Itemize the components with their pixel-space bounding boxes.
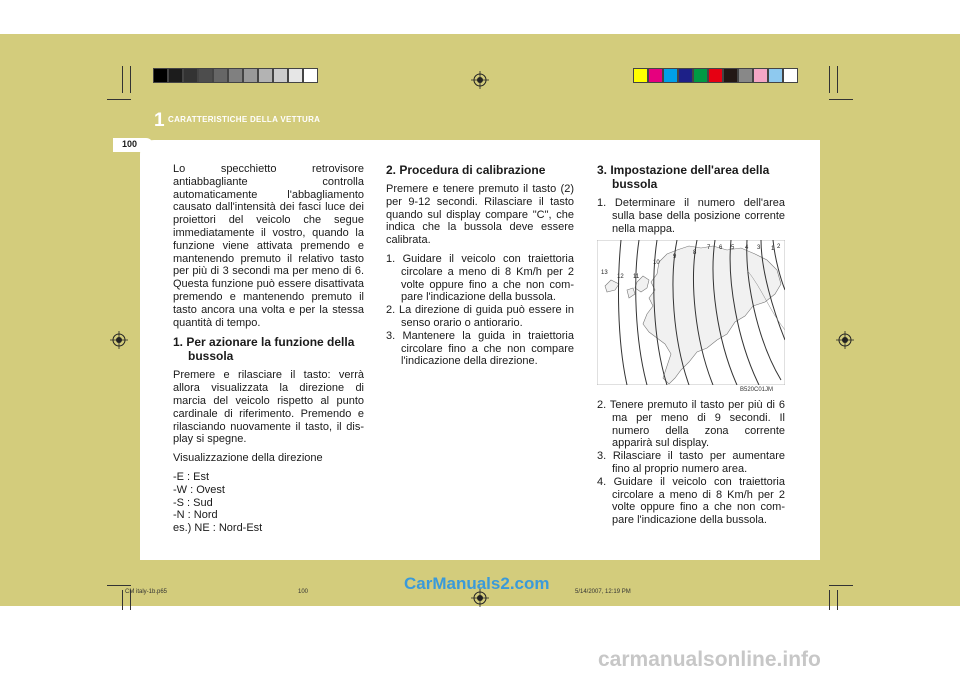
color-swatch xyxy=(153,68,168,83)
direction-item: -S : Sud xyxy=(173,496,213,509)
page-top-margin xyxy=(0,0,960,34)
crop-mark xyxy=(107,585,131,586)
crop-mark xyxy=(837,66,838,93)
color-swatch xyxy=(213,68,228,83)
body-paragraph: Premere e tenere premuto il tasto (2) per 9-12 secondi. Rilasciare il tasto quando sul display compare "C", che indica che la bussola deve essere calibrata. xyxy=(386,183,574,247)
zone-label: 12 xyxy=(617,274,624,280)
section-heading: 1. Per azionare la funzione della bussola xyxy=(173,335,355,364)
color-swatch xyxy=(708,68,723,83)
step-list xyxy=(597,197,785,235)
page-number: 100 xyxy=(122,139,138,149)
crop-mark xyxy=(107,99,131,100)
zone-label: 8 xyxy=(693,250,697,256)
color-swatch xyxy=(258,68,273,83)
watermark-text: carmanualsonline.info xyxy=(598,648,821,671)
color-swatch xyxy=(303,68,318,83)
zone-label: 9 xyxy=(673,254,677,260)
crop-mark xyxy=(122,590,123,610)
text-column-3 xyxy=(597,163,785,241)
color-swatch xyxy=(738,68,753,83)
chapter-number: 1 xyxy=(154,110,165,131)
watermark-link[interactable]: CarManuals2.com xyxy=(404,574,550,593)
color-swatch xyxy=(273,68,288,83)
color-swatch xyxy=(183,68,198,83)
crop-mark xyxy=(829,99,853,100)
direction-item: es.) NE : Nord-Est xyxy=(173,522,263,535)
body-paragraph: Premere e rilasciare il tasto: verrà allora visualizzata la direzione di marcia del veicolo rispetto al punto cardinale di riferimento. Premendo e rilasciando nuovamente il tasto, il dis-play si spegne. xyxy=(173,369,364,446)
zone-label: 6 xyxy=(719,245,723,251)
process-color-bar xyxy=(633,68,798,83)
compass-zone-map xyxy=(597,240,785,385)
color-swatch xyxy=(633,68,648,83)
color-swatch xyxy=(198,68,213,83)
registration-mark-icon xyxy=(110,331,128,349)
color-swatch xyxy=(678,68,693,83)
direction-item: -W : Ovest xyxy=(173,483,225,496)
intro-paragraph: Lo specchietto retrovisore antiabbagliante controlla automaticamente l'abbagliamento causato dall'intensità dei fasci luce dei proiettori del veicolo che segue immediatamente il vostro, quando la funzione viene attivata premendo e mantenendo premuto il relativo tasto per più di 3 secondi ma per meno di 6. Questa funzione può essere disattivata premendo e mantenendo premuto il tasto ancora una volta e per la stessa quantità di tempo. xyxy=(173,163,364,329)
display-label: Visualizzazione della direzione xyxy=(173,452,323,465)
color-swatch xyxy=(783,68,798,83)
footer-page-number: 100 xyxy=(298,589,309,595)
zone-label: 7 xyxy=(707,245,711,251)
map-caption: B520C01JM xyxy=(740,387,774,393)
direction-list xyxy=(173,471,364,535)
step-item: 3. Rilasciare il tasto per aumentare fino al proprio numero area. xyxy=(597,450,785,475)
text-column-2 xyxy=(386,163,574,374)
color-swatch xyxy=(648,68,663,83)
section-heading: 2. Procedura di calibrazione xyxy=(386,163,546,177)
step-list xyxy=(386,253,574,368)
color-swatch xyxy=(228,68,243,83)
step-item: 1. Guidare il veicolo con traiettoria circolare a meno di 8 Km/h per 2 volte oppure fino a che non com-pare l'indicazione della bussola. xyxy=(386,252,574,304)
zone-label: 2 xyxy=(777,244,781,250)
crop-mark xyxy=(122,66,123,93)
crop-mark xyxy=(837,590,838,610)
section-heading: 3. Impostazione dell'area della bussola xyxy=(597,163,770,191)
text-column-3-continued xyxy=(597,399,785,527)
color-swatch xyxy=(723,68,738,83)
crop-mark xyxy=(829,590,830,610)
direction-item: -N : Nord xyxy=(173,509,218,522)
registration-mark-icon xyxy=(471,71,489,89)
zone-label: 13 xyxy=(601,270,608,276)
color-swatch xyxy=(168,68,183,83)
step-item: 3. Mantenere la guida in traiettoria circolare fino a che non compare l'indicazione della direzione. xyxy=(386,329,574,368)
zone-label: 5 xyxy=(731,245,735,251)
chapter-title: CARATTERISTICHE DELLA VETTURA xyxy=(168,115,321,124)
grayscale-color-bar xyxy=(153,68,318,83)
step-item: 4. Guidare il veicolo con traiettoria circolare a meno di 8 Km/h per 2 volte oppure fino a che non com-pare l'indicazione della bussola. xyxy=(597,475,785,527)
color-swatch xyxy=(768,68,783,83)
step-item: 1. Determinare il numero dell'area sulla base della posizione corrente nella mappa. xyxy=(597,197,785,235)
step-item: 2. La direzione di guida può essere in senso orario o antiorario. xyxy=(386,304,574,329)
direction-item: -E : Est xyxy=(173,470,210,483)
color-swatch xyxy=(663,68,678,83)
footer-date: 5/14/2007, 12:19 PM xyxy=(575,589,631,595)
zone-label: 10 xyxy=(653,260,660,266)
step-item: 2. Tenere premuto il tasto per più di 6 ma per meno di 9 secondi. Il numero della zona corrente apparirà sul display. xyxy=(597,399,785,450)
zone-label: 4 xyxy=(745,245,749,251)
color-swatch xyxy=(288,68,303,83)
text-column-1 xyxy=(173,163,364,535)
crop-mark xyxy=(130,66,131,93)
zone-label: 1 xyxy=(771,246,775,252)
crop-mark xyxy=(829,66,830,93)
step-list xyxy=(597,399,785,527)
zone-label: 11 xyxy=(633,274,640,280)
color-swatch xyxy=(243,68,258,83)
registration-mark-icon xyxy=(836,331,854,349)
color-swatch xyxy=(753,68,768,83)
crop-mark xyxy=(829,585,853,586)
footer-file-name: CM italy-1b.p65 xyxy=(125,589,168,595)
zone-label: 3 xyxy=(757,245,761,251)
color-swatch xyxy=(693,68,708,83)
